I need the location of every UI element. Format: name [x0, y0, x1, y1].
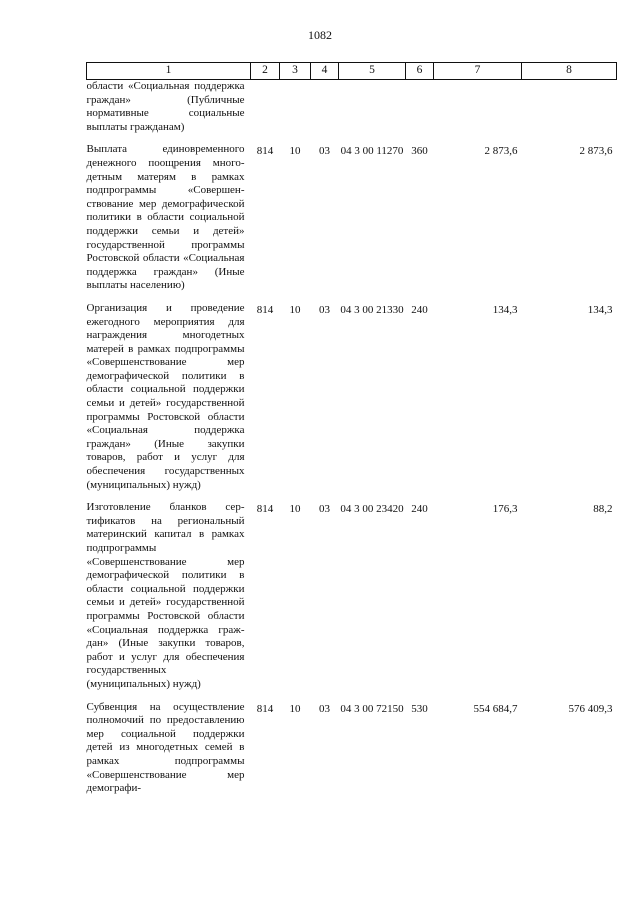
table-row: [87, 302, 617, 501]
row-description: области «Социальная поддержка граждан» (Публичные нормативные социальные выплаты гражданам): [86, 80, 245, 133]
cell-amount-col7: 554 684,7: [473, 702, 518, 715]
table-header-row: [87, 63, 617, 80]
table-row: [87, 143, 617, 302]
cell-ministry: [251, 80, 280, 144]
cell-target-article: 04 3 00 11270: [340, 145, 404, 158]
table-row: [87, 80, 617, 144]
cell-amount-col7: 176,3: [492, 503, 518, 516]
budget-table: [86, 62, 617, 805]
page-number: 1082: [308, 28, 332, 42]
cell-amount-col8: 134,3: [587, 303, 613, 316]
row-description: Субвенция на осуществление полномочий по предоставлению мер социальной поддержки детей из многодетных семей в рамках подпрограммы «Совершенствование мер демографи-: [86, 700, 245, 795]
cell-section: 10: [289, 145, 301, 158]
cell-amount-col7: [434, 80, 522, 144]
cell-section: [280, 80, 311, 144]
column-header: 1: [87, 63, 251, 80]
cell-target-article: [339, 80, 406, 144]
cell-subsection: 03: [319, 303, 330, 316]
cell-amount-col7: 2 873,6: [484, 145, 518, 158]
cell-subsection: 03: [319, 503, 330, 516]
cell-subsection: [311, 80, 339, 144]
table-row: [87, 501, 617, 700]
cell-expense-type: 530: [411, 702, 428, 715]
cell-target-article: 04 3 00 23420: [340, 503, 404, 516]
column-header: 8: [522, 63, 617, 80]
row-description: Изготовление бланков сертификатов на региональный материнский капитал в рамках подпрограммы «Совершенствование мер демографической политики в области социальной поддержки семьи и детей» государственной программы Ростовской области «Социальная поддержка граждан» (Иные закупки товаров, работ и услуг для обеспечения государственных (муниципальных) нужд): [86, 501, 245, 690]
cell-amount-col8: [522, 80, 617, 144]
column-header: 2: [251, 63, 280, 80]
cell-subsection: 03: [319, 702, 330, 715]
cell-amount-col7: 134,3: [492, 303, 518, 316]
cell-amount-col8: 576 409,3: [568, 702, 613, 715]
column-header: 6: [406, 63, 434, 80]
cell-ministry: 814: [256, 503, 274, 516]
cell-section: 10: [289, 303, 301, 316]
cell-subsection: 03: [319, 145, 330, 158]
cell-section: 10: [289, 503, 301, 516]
cell-target-article: 04 3 00 21330: [340, 303, 404, 316]
column-header: 7: [434, 63, 522, 80]
cell-expense-type: [406, 80, 434, 144]
column-header: 3: [280, 63, 311, 80]
cell-target-article: 04 3 00 72150: [340, 702, 404, 715]
row-description: Организация и проведение ежегодного мероприятия для награждения многодетных матерей в рамках подпрограммы «Совершенствование мер демографической политики в области социальной поддержки семьи и детей» государственной программы Ростовской области «Социальная поддержка граждан» (Иные закупки товаров, работ и услуг для обеспечения государственных (муниципальных) нужд): [86, 301, 245, 491]
cell-ministry: 814: [256, 303, 274, 316]
row-description: Выплата единовременного денежного поощрения многодетным матерям в рамках подпрограммы «Совершенствование мер демографической политики в области социальной поддержки семьи и детей» государственной программы Ростовской области «Социальная поддержка граждан» (Иные выплаты населению): [86, 143, 245, 292]
cell-ministry: 814: [256, 145, 274, 158]
cell-amount-col8: 2 873,6: [579, 145, 613, 158]
cell-amount-col8: 88,2: [593, 503, 613, 516]
column-header: 5: [339, 63, 406, 80]
column-header: 4: [311, 63, 339, 80]
cell-expense-type: 360: [411, 145, 428, 158]
cell-expense-type: 240: [411, 503, 428, 516]
cell-section: 10: [289, 702, 301, 715]
cell-ministry: 814: [256, 702, 274, 715]
cell-expense-type: 240: [411, 303, 428, 316]
table-row: [87, 701, 617, 805]
